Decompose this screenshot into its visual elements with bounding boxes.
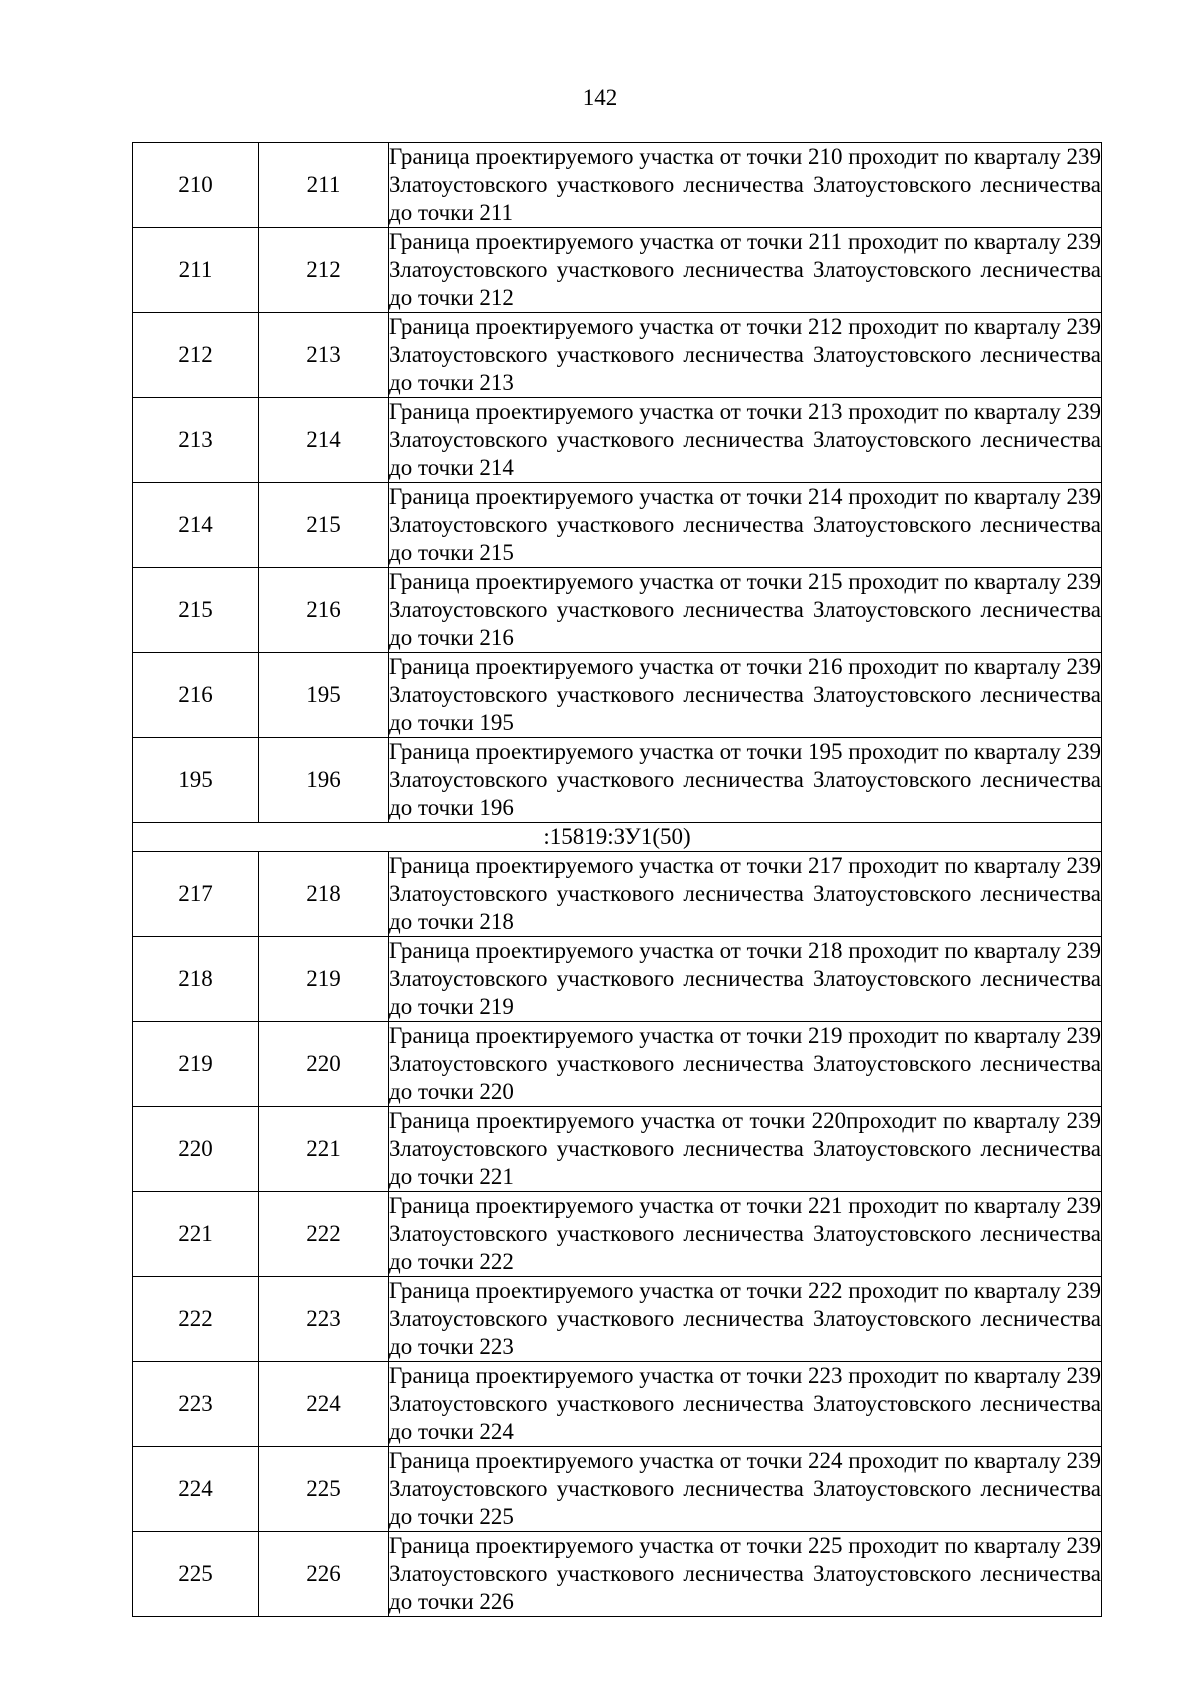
- to-point-cell: 216: [259, 568, 389, 653]
- from-point-cell: 215: [133, 568, 259, 653]
- to-point-cell: 213: [259, 313, 389, 398]
- from-point-cell: 219: [133, 1022, 259, 1107]
- to-point-cell: 220: [259, 1022, 389, 1107]
- to-point-cell: 224: [259, 1362, 389, 1447]
- boundary-description-cell: Граница проектируемого участка от точки 223 проходит по кварталу 239 Златоустовского участкового лесничества Златоустовского лесничества до точки 224: [389, 1362, 1102, 1447]
- table-row: [133, 568, 1102, 653]
- from-point-cell: 225: [133, 1532, 259, 1617]
- from-point-cell: 222: [133, 1277, 259, 1362]
- boundary-description-cell: Граница проектируемого участка от точки 221 проходит по кварталу 239 Златоустовского участкового лесничества Златоустовского лесничества до точки 222: [389, 1192, 1102, 1277]
- table-row: [133, 398, 1102, 483]
- to-point-cell: 214: [259, 398, 389, 483]
- table-row: [133, 1277, 1102, 1362]
- to-point-cell: 212: [259, 228, 389, 313]
- from-point-cell: 195: [133, 738, 259, 823]
- table-row: [133, 1362, 1102, 1447]
- boundary-description-cell: Граница проектируемого участка от точки 211 проходит по кварталу 239 Златоустовского участкового лесничества Златоустовского лесничества до точки 212: [389, 228, 1102, 313]
- boundary-description-cell: Граница проектируемого участка от точки 218 проходит по кварталу 239 Златоустовского участкового лесничества Златоустовского лесничества до точки 219: [389, 937, 1102, 1022]
- boundary-description-cell: Граница проектируемого участка от точки 216 проходит по кварталу 239 Златоустовского участкового лесничества Златоустовского лесничества до точки 195: [389, 653, 1102, 738]
- table-row: [133, 1107, 1102, 1192]
- page-number: 142: [582, 85, 618, 110]
- boundary-rows-group-b: [133, 852, 1102, 1617]
- boundary-description-cell: Граница проектируемого участка от точки 219 проходит по кварталу 239 Златоустовского участкового лесничества Златоустовского лесничества до точки 220: [389, 1022, 1102, 1107]
- table-row: [133, 228, 1102, 313]
- boundary-description-cell: Граница проектируемого участка от точки 210 проходит по кварталу 239 Златоустовского участкового лесничества Златоустовского лесничества до точки 211: [389, 143, 1102, 228]
- to-point-cell: 221: [259, 1107, 389, 1192]
- to-point-cell: 211: [259, 143, 389, 228]
- to-point-cell: 215: [259, 483, 389, 568]
- boundary-description-cell: Граница проектируемого участка от точки 214 проходит по кварталу 239 Златоустовского участкового лесничества Златоустовского лесничества до точки 215: [389, 483, 1102, 568]
- boundary-description-cell: Граница проектируемого участка от точки 224 проходит по кварталу 239 Златоустовского участкового лесничества Златоустовского лесничества до точки 225: [389, 1447, 1102, 1532]
- from-point-cell: 210: [133, 143, 259, 228]
- table-row: [133, 1192, 1102, 1277]
- to-point-cell: 195: [259, 653, 389, 738]
- boundary-description-cell: Граница проектируемого участка от точки 213 проходит по кварталу 239 Златоустовского участкового лесничества Златоустовского лесничества до точки 214: [389, 398, 1102, 483]
- table-row: [133, 313, 1102, 398]
- table-row: [133, 1447, 1102, 1532]
- from-point-cell: 212: [133, 313, 259, 398]
- from-point-cell: 223: [133, 1362, 259, 1447]
- boundary-table: [132, 142, 1102, 1617]
- boundary-description-cell: Граница проектируемого участка от точки 217 проходит по кварталу 239 Златоустовского участкового лесничества Златоустовского лесничества до точки 218: [389, 852, 1102, 937]
- to-point-cell: 226: [259, 1532, 389, 1617]
- boundary-description-cell: Граница проектируемого участка от точки 195 проходит по кварталу 239 Златоустовского участкового лесничества Златоустовского лесничества до точки 196: [389, 738, 1102, 823]
- boundary-description-cell: Граница проектируемого участка от точки 225 проходит по кварталу 239 Златоустовского участкового лесничества Златоустовского лесничества до точки 226: [389, 1532, 1102, 1617]
- table-row: [133, 143, 1102, 228]
- from-point-cell: 216: [133, 653, 259, 738]
- to-point-cell: 225: [259, 1447, 389, 1532]
- from-point-cell: 218: [133, 937, 259, 1022]
- to-point-cell: 218: [259, 852, 389, 937]
- table-row: [133, 937, 1102, 1022]
- from-point-cell: 213: [133, 398, 259, 483]
- section-row: [133, 823, 1102, 852]
- to-point-cell: 219: [259, 937, 389, 1022]
- from-point-cell: 211: [133, 228, 259, 313]
- boundary-description-cell: Граница проектируемого участка от точки 220проходит по кварталу 239 Златоустовского участкового лесничества Златоустовского лесничества до точки 221: [389, 1107, 1102, 1192]
- boundary-description-cell: Граница проектируемого участка от точки 212 проходит по кварталу 239 Златоустовского участкового лесничества Златоустовского лесничества до точки 213: [389, 313, 1102, 398]
- from-point-cell: 214: [133, 483, 259, 568]
- table-row: [133, 852, 1102, 937]
- boundary-rows-group-a: [133, 143, 1102, 823]
- from-point-cell: 217: [133, 852, 259, 937]
- table-row: [133, 653, 1102, 738]
- boundary-description-cell: Граница проектируемого участка от точки 222 проходит по кварталу 239 Златоустовского участкового лесничества Златоустовского лесничества до точки 223: [389, 1277, 1102, 1362]
- from-point-cell: 220: [133, 1107, 259, 1192]
- to-point-cell: 196: [259, 738, 389, 823]
- from-point-cell: 224: [133, 1447, 259, 1532]
- from-point-cell: 221: [133, 1192, 259, 1277]
- to-point-cell: 222: [259, 1192, 389, 1277]
- section-title: :15819:ЗУ1(50): [133, 823, 1102, 852]
- table-row: [133, 1022, 1102, 1107]
- table-row: [133, 738, 1102, 823]
- table-row: [133, 1532, 1102, 1617]
- table-row: [133, 483, 1102, 568]
- boundary-description-cell: Граница проектируемого участка от точки 215 проходит по кварталу 239 Златоустовского участкового лесничества Златоустовского лесничества до точки 216: [389, 568, 1102, 653]
- to-point-cell: 223: [259, 1277, 389, 1362]
